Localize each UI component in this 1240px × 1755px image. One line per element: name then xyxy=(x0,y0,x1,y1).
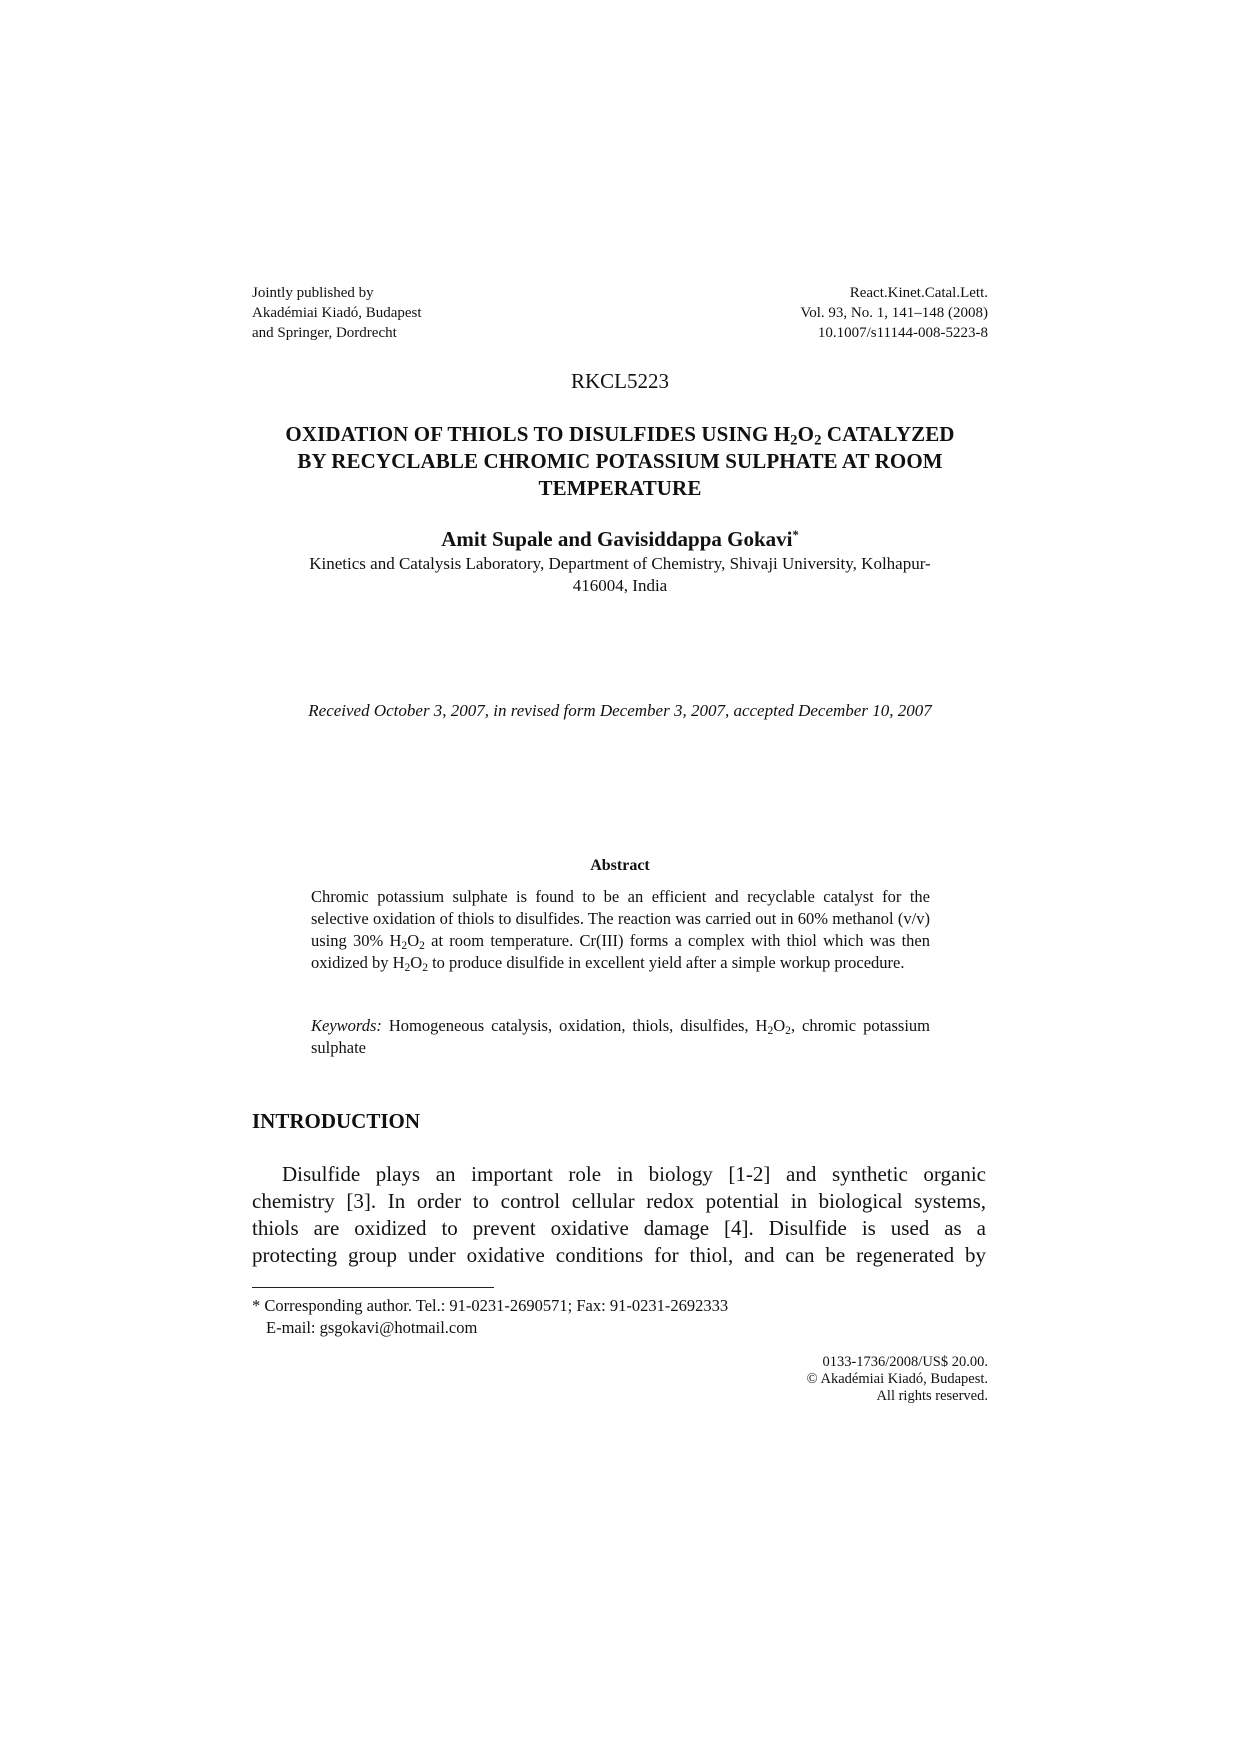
issn-price: 0133-1736/2008/US$ 20.00. xyxy=(822,1354,988,1370)
journal-name: React.Kinet.Catal.Lett. xyxy=(849,285,988,301)
publisher-line: and Springer, Dordrecht xyxy=(252,325,397,341)
keywords: Keywords: Homogeneous catalysis, oxidation, thiols, disulfides, $H_2O_2$, chromic potassium sulphate xyxy=(311,1016,930,1057)
paper-title: OXIDATION OF THIOLS TO DISULFIDES USING $H_2O_2$ CATALYZED BY RECYCLABLE CHROMIC POTASSIUM SULPHATE AT ROOM TEMPERATURE xyxy=(285,422,955,500)
doi: 10.1007/s11144-008-5223-8 xyxy=(817,325,988,341)
rights-reserved: All rights reserved. xyxy=(876,1388,988,1404)
footnote-rule xyxy=(252,1287,494,1288)
copyright-block xyxy=(807,1354,988,1405)
footnote-email: E-mail: gsgokavi@hotmail.com xyxy=(266,1318,478,1337)
intro-line: chemistry [3]. In order to control cellular redox potential in biological systems, xyxy=(252,1189,986,1213)
received-dates: Received October 3, 2007, in revised form December 3, 2007, accepted December 10, 2007 xyxy=(308,701,932,720)
abstract-text: Chromic potassium sulphate is found to be an efficient and recyclable catalyst for the selective oxidation of thiols to disulfides. The reaction was carried out in 60% methanol (v/v) using 30% $H_2O_2$ at room temperature. Cr(III) forms a complex with thiol which was then oxidized by $H_2O_2$ to produce disulfide in excellent yield after a simple workup procedure. xyxy=(311,887,931,974)
volume-pages: Vol. 93, No. 1, 141–148 (2008) xyxy=(800,305,988,321)
intro-line: Disulfide plays an important role in biology [1-2] and synthetic organic xyxy=(282,1162,986,1186)
abstract-heading: Abstract xyxy=(590,857,650,874)
journal-citation-block xyxy=(800,283,988,343)
paper-code: RKCL5223 xyxy=(570,369,669,393)
keywords-label: Keywords: xyxy=(311,1016,382,1035)
introduction-body xyxy=(252,1161,986,1269)
intro-line: thiols are oxidized to prevent oxidative damage [4]. Disulfide is used as a xyxy=(252,1216,986,1240)
intro-line: protecting group under oxidative conditions for thiol, and can be regenerated by xyxy=(252,1243,986,1267)
publisher-block xyxy=(252,283,422,343)
publisher-line: Jointly published by xyxy=(252,285,374,301)
footnote-contact: * Corresponding author. Tel.: 91-0231-2690571; Fax: 91-0231-2692333 xyxy=(252,1296,729,1315)
copyright-holder: © Akadémiai Kiadó, Budapest. xyxy=(806,1371,988,1387)
affiliation: Kinetics and Catalysis Laboratory, Department of Chemistry, Shivaji University, Kolhapur- 416004, India xyxy=(309,554,931,595)
publisher-line: Akadémiai Kiadó, Budapest xyxy=(252,305,422,321)
authors: Amit Supale and Gavisiddappa Gokavi* xyxy=(441,527,799,551)
footnote xyxy=(252,1295,728,1339)
section-heading-introduction: INTRODUCTION xyxy=(252,1109,421,1133)
